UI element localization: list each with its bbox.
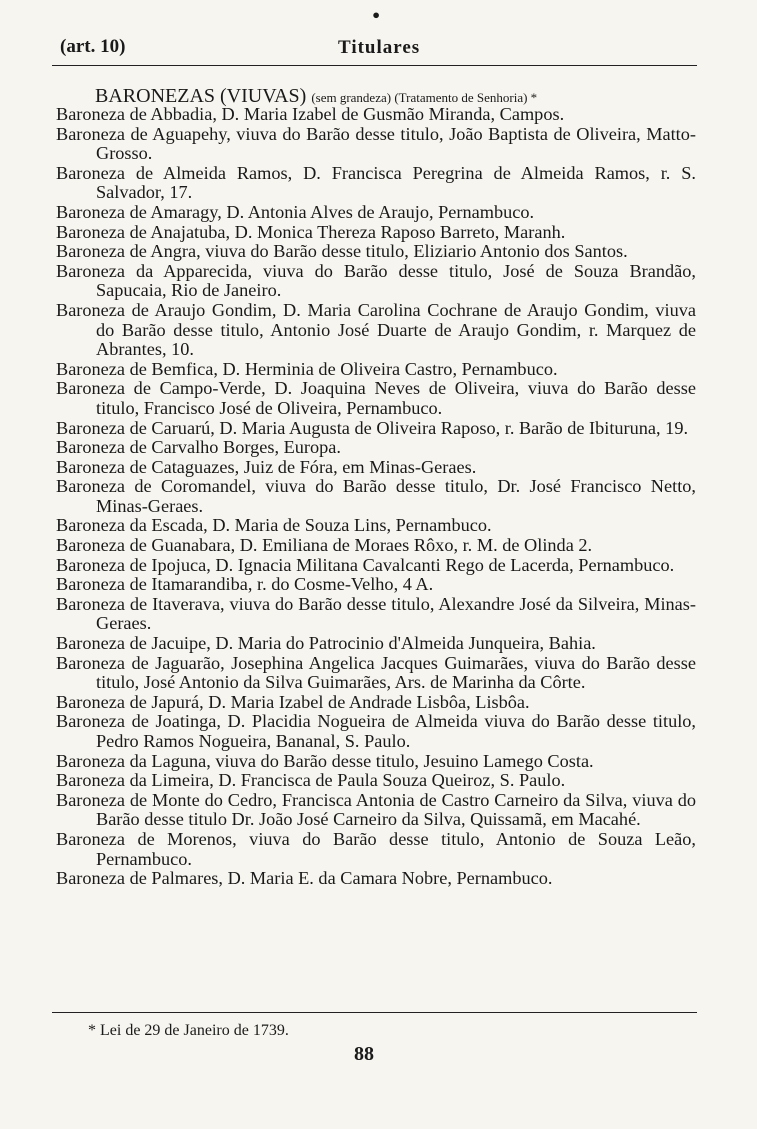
- entry: Baroneza de Ipojuca, D. Ignacia Militana Cavalcanti Rego de Lacerda, Pernambuco.: [56, 554, 675, 575]
- entry: Baroneza de Morenos, viuva do Barão desse titulo, Antonio de Souza Leão, Pernambuco.: [56, 828, 696, 869]
- entry: Baroneza de Almeida Ramos, D. Francisca Peregrina de Almeida Ramos, r. S. Salvador, 17.: [56, 162, 696, 203]
- footnote: * Lei de 29 de Janeiro de 1739.: [88, 1022, 289, 1039]
- entry: Baroneza de Joatinga, D. Placidia Nogueira de Almeida viuva do Barão desse titulo, Pedro Ramos Nogueira, Bananal, S. Paulo.: [56, 711, 696, 751]
- entry: Baroneza de Angra, viuva do Barão desse titulo, Eliziario Antonio dos Santos.: [56, 241, 628, 262]
- header-article: (art. 10): [60, 36, 126, 57]
- page-number: 88: [354, 1043, 374, 1065]
- entry: Baroneza de Abbadia, D. Maria Izabel de Gusmão Miranda, Campos.: [56, 104, 565, 124]
- entry: Baroneza de Amaragy, D. Antonia Alves de Araujo, Pernambuco.: [56, 201, 535, 222]
- entry: Baroneza de Anajatuba, D. Monica Thereza Raposo Barreto, Maranh.: [56, 221, 566, 242]
- footnote-rule: [52, 1012, 697, 1013]
- header-rule: [52, 65, 697, 66]
- section-heading: BARONEZAS (VIUVAS): [95, 85, 307, 107]
- entry: Baroneza de Jaguarão, Josephina Angelica Jacques Guimarães, viuva do Barão desse titulo, José Antonio da Silva Guimarães, Ars. de Marinha da Côrte.: [56, 652, 696, 693]
- entry: Baroneza de Palmares, D. Maria E. da Camara Nobre, Pernambuco.: [56, 868, 553, 889]
- running-header: [50, 36, 700, 62]
- entry: Baroneza da Apparecida, viuva do Barão desse titulo, José de Souza Brandão, Sapucaia, Rio de Janeiro.: [56, 260, 696, 301]
- entry: Baroneza da Limeira, D. Francisca de Paula Souza Queiroz, S. Paulo.: [56, 770, 566, 791]
- entry: Baroneza de Monte do Cedro, Francisca Antonia de Castro Carneiro da Silva, viuva do Barão desse titulo Dr. João José Carneiro da Silva, Quissamã, em Macahé.: [56, 789, 696, 830]
- entry: Baroneza de Cataguazes, Juiz de Fóra, em Minas-Geraes.: [56, 456, 477, 477]
- entry: Baroneza de Araujo Gondim, D. Maria Carolina Cochrane de Araujo Gondim, viuva do Barão desse titulo, Antonio José Duarte de Araujo Gondim, r. Marquez de Abrantes, 10.: [56, 299, 696, 360]
- entry: Baroneza de Japurá, D. Maria Izabel de Andrade Lisbôa, Lisbôa.: [56, 691, 530, 712]
- entry: Baroneza de Aguapehy, viuva do Barão desse titulo, João Baptista de Oliveira, Matto-Grosso.: [56, 123, 696, 164]
- entry: Baroneza da Escada, D. Maria de Souza Lins, Pernambuco.: [56, 515, 492, 536]
- entry: Baroneza de Itamarandiba, r. do Cosme-Velho, 4 A.: [56, 574, 434, 595]
- entry: Baroneza de Coromandel, viuva do Barão desse titulo, Dr. José Francisco Netto, Minas-Geraes.: [56, 476, 696, 516]
- entry: Baroneza de Itaverava, viuva do Barão desse titulo, Alexandre José da Silveira, Minas-Geraes.: [56, 593, 696, 634]
- section-note: (sem grandeza) (Tratamento de Senhoria) *: [311, 90, 538, 105]
- entry: Baroneza de Carvalho Borges, Europa.: [56, 437, 341, 458]
- entry: Baroneza de Campo-Verde, D. Joaquina Neves de Oliveira, viuva do Barão desse titulo, Francisco José de Oliveira, Pernambuco.: [56, 378, 696, 418]
- entry: Baroneza de Bemfica, D. Herminia de Oliveira Castro, Pernambuco.: [56, 358, 558, 379]
- top-mark: •: [371, 6, 382, 25]
- header-title: Titulares: [338, 37, 421, 58]
- entry: Baroneza de Guanabara, D. Emiliana de Moraes Rôxo, r. M. de Olinda 2.: [56, 535, 593, 556]
- entry: Baroneza de Jacuipe, D. Maria do Patrocinio d'Almeida Junqueira, Bahia.: [56, 633, 596, 654]
- entry: Baroneza de Caruarú, D. Maria Augusta de Oliveira Raposo, r. Barão de Ibituruna, 19.: [56, 417, 689, 438]
- entry: Baroneza da Laguna, viuva do Barão desse titulo, Jesuino Lamego Costa.: [56, 750, 594, 771]
- entry-list: [56, 105, 696, 889]
